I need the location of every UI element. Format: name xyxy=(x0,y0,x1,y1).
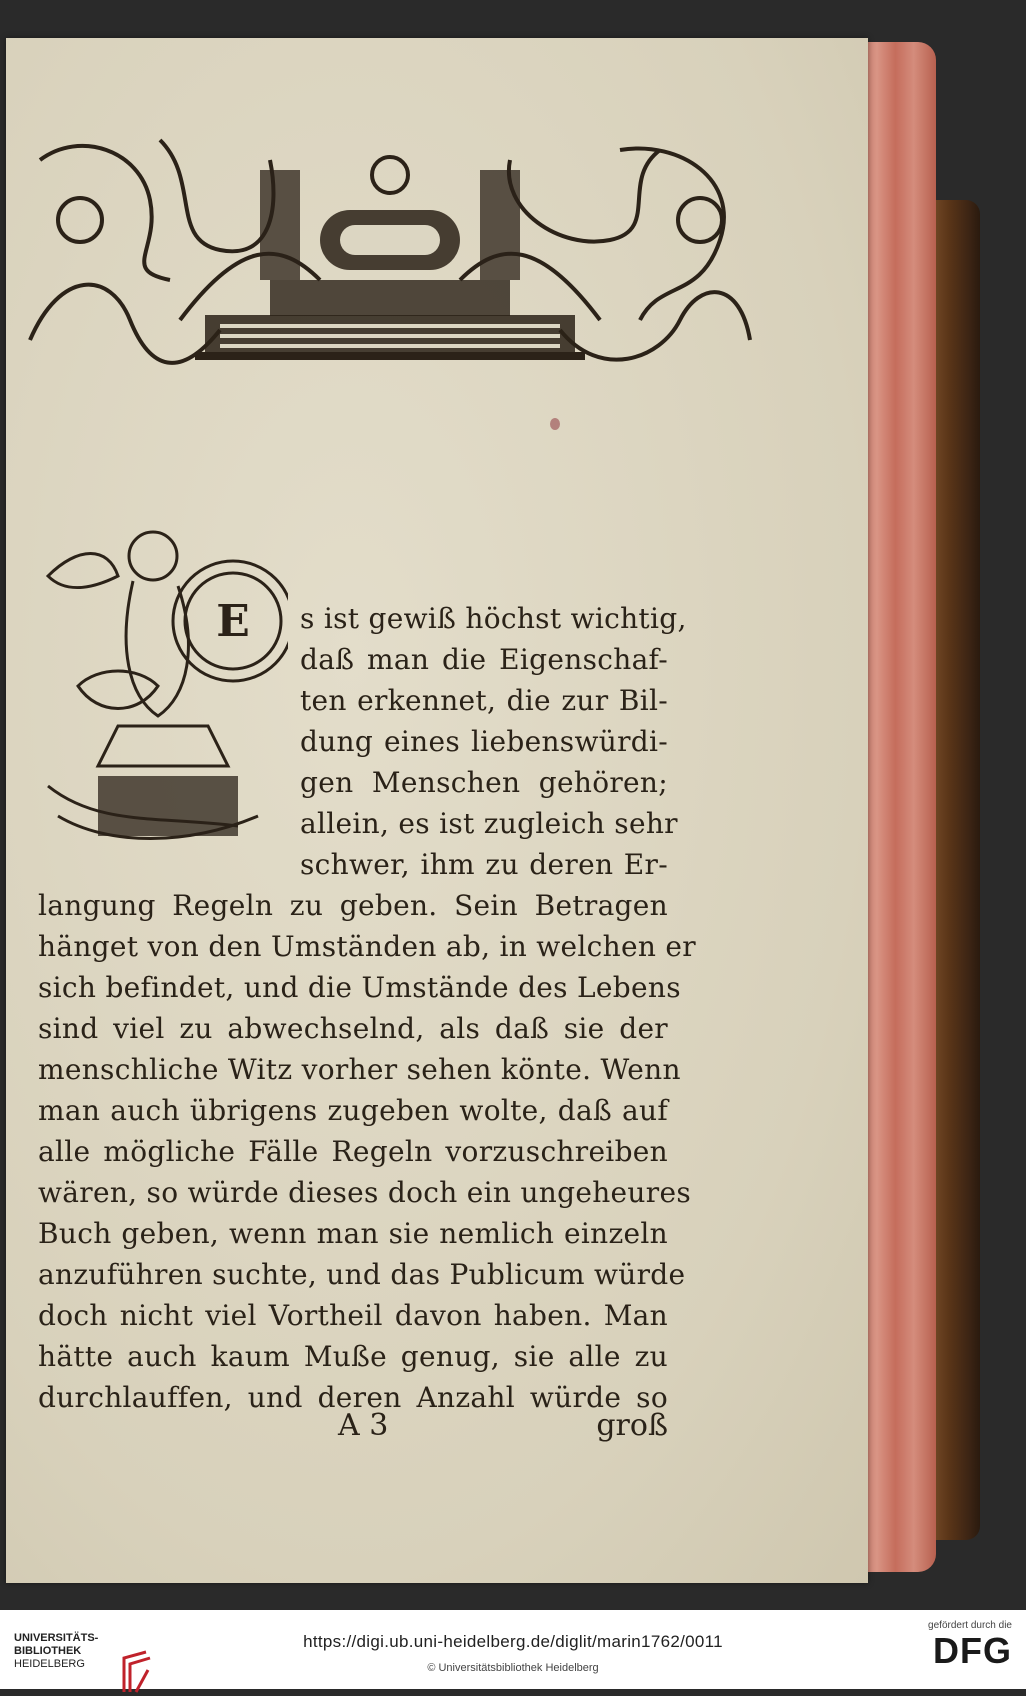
copyright-notice: © Universitätsbibliothek Heidelberg xyxy=(427,1662,599,1674)
library-name-line1: UNIVERSITÄTS- xyxy=(14,1632,99,1644)
text-line: alle mögliche Fälle Regeln vorzuschreiben xyxy=(38,1135,668,1168)
text-line: s ist gewiß höchst wichtig, xyxy=(300,602,687,635)
catchword: groß xyxy=(596,1408,668,1443)
text-line: gen Menschen gehören; xyxy=(300,766,668,799)
text-line: menschliche Witz vorher sehen könte. Wenn xyxy=(38,1053,681,1086)
text-line: anzuführen suchte, und das Publicum würde xyxy=(38,1258,686,1291)
funder-note: gefördert durch die xyxy=(928,1620,1012,1631)
text-line: allein, es ist zugleich sehr xyxy=(300,807,678,840)
dfg-logo[interactable] xyxy=(902,1620,1012,1671)
text-line: man auch übrigens zugeben wolte, daß auf xyxy=(38,1094,668,1127)
library-name-line2: BIBLIOTHEK xyxy=(14,1645,82,1657)
text-line: sich befindet, und die Umstände des Lebens xyxy=(38,971,681,1004)
library-name-line3: HEIDELBERG xyxy=(14,1658,85,1670)
text-line: doch nicht viel Vortheil davon haben. Man xyxy=(38,1299,668,1332)
text-line: ten erkennet, die zur Bil- xyxy=(300,684,668,717)
text-line: sind viel zu abwechselnd, als daß sie der xyxy=(38,1012,668,1045)
viewer-footer xyxy=(0,1610,1026,1689)
funder-name: DFG xyxy=(933,1630,1012,1671)
text-line: schwer, ihm zu deren Er- xyxy=(300,848,668,881)
body-text xyxy=(38,598,696,1418)
page-edges xyxy=(862,42,936,1572)
text-line: durchlauffen, und deren Anzahl würde so xyxy=(38,1381,668,1414)
headpiece-ornament xyxy=(20,120,760,380)
text-line: dung eines liebenswürdi- xyxy=(300,725,668,758)
text-line: hätte auch kaum Muße genug, sie alle zu xyxy=(38,1340,668,1373)
signature-mark: A 3 xyxy=(338,1408,389,1443)
text-line: wären, so würde dieses doch ein ungeheures xyxy=(38,1176,691,1209)
permalink-url[interactable]: https://digi.ub.uni-heidelberg.de/diglit/marin1762/0011 xyxy=(303,1632,723,1651)
text-line: daß man die Eigenschaf- xyxy=(300,643,668,676)
text-line: hänget von den Umständen ab, in welchen er xyxy=(38,930,696,963)
initial-letter: E xyxy=(216,596,250,647)
text-line: Buch geben, wenn man sie nemlich einzeln xyxy=(38,1217,668,1250)
ink-spot xyxy=(550,418,560,430)
text-line: langung Regeln zu geben. Sein Betragen xyxy=(38,889,668,922)
page-signature-row xyxy=(38,1408,668,1450)
